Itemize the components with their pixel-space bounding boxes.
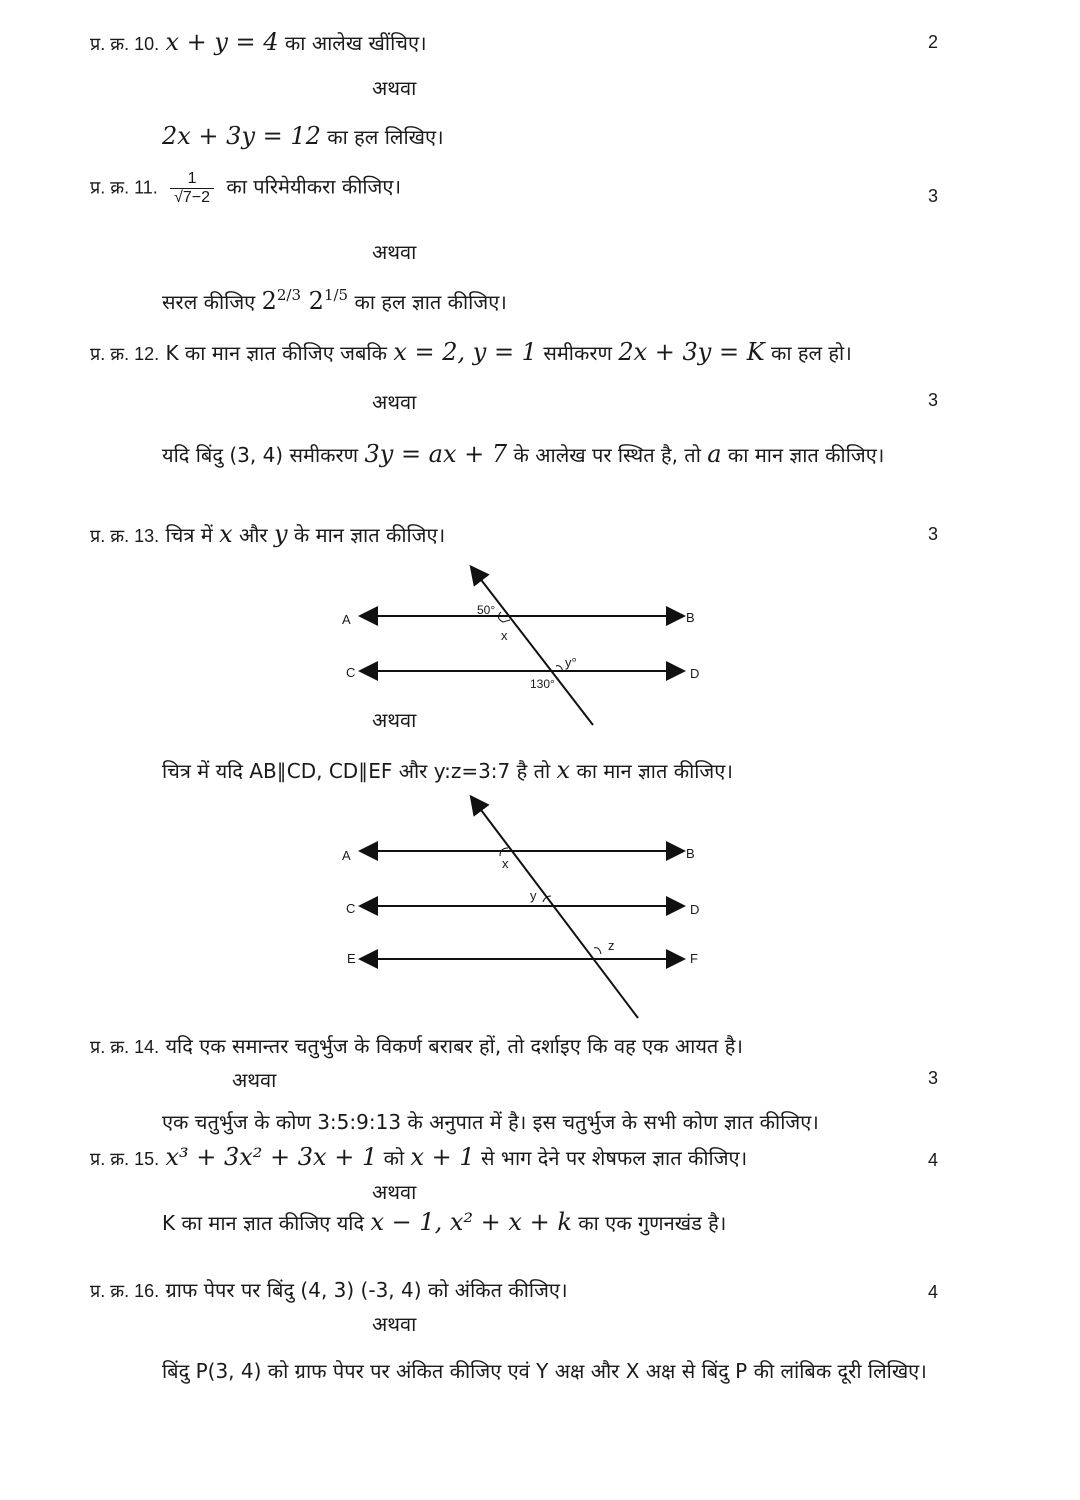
marks: 3: [928, 186, 939, 206]
equation: x = 2, y = 1: [393, 338, 537, 366]
variable: x: [219, 520, 233, 548]
marks: 2: [928, 32, 939, 52]
angle-y: y: [530, 888, 537, 903]
label-b: B: [686, 846, 695, 861]
figure-parallel-lines-2: [320, 790, 720, 1020]
or-label: अथवा: [372, 390, 417, 414]
question-text: के मान ज्ञात कीजिए।: [293, 523, 446, 547]
fraction: [170, 170, 214, 206]
label-c: C: [346, 665, 356, 680]
mid-text: और: [238, 523, 268, 547]
equation: 3y = ax + 7: [364, 440, 508, 468]
question-13-alt: [162, 756, 733, 785]
question-text: यदि एक समान्तर चतुर्भुज के विकर्ण बराबर हों, तो दर्शाइए कि वह एक आयत है।: [165, 1034, 743, 1058]
question-number: प्र. क्र. 12.: [90, 344, 160, 364]
question-11-alt: [162, 286, 507, 316]
marks: 3: [928, 390, 939, 410]
variable: x: [556, 756, 571, 784]
equation: 2x + 3y = K: [618, 338, 765, 366]
question-text: का परिमेयीकरा कीजिए।: [226, 174, 402, 199]
marks: 4: [928, 1150, 939, 1170]
question-number: प्र. क्र. 10.: [90, 34, 160, 54]
angle-x: x: [501, 628, 508, 643]
question-14: [90, 1034, 743, 1059]
question-10: [90, 28, 427, 57]
or-label: अथवा: [372, 76, 417, 100]
label-d: D: [690, 666, 700, 681]
prefix-text: यदि बिंदु (3, 4) समीकरण: [162, 443, 359, 467]
angle-y: y°: [565, 655, 577, 670]
variable: y: [273, 520, 288, 548]
polynomial: x³ + 3x² + 3x + 1: [165, 1143, 378, 1171]
or-label: अथवा: [372, 1180, 417, 1204]
question-text: का आलेख खींचिए।: [284, 31, 427, 55]
angle-z: z: [608, 938, 615, 953]
question-14-alt: [162, 1110, 819, 1134]
mid-text: को: [383, 1146, 405, 1170]
label-c: C: [346, 901, 356, 916]
question-text: से भाग देने पर शेषफल ज्ञात कीजिए।: [481, 1146, 748, 1170]
question-text: का मान ज्ञात कीजिए।: [727, 443, 885, 467]
label-e: E: [347, 951, 356, 966]
marks: 3: [928, 524, 939, 544]
or-label: अथवा: [372, 1312, 417, 1336]
question-number: प्र. क्र. 14.: [90, 1037, 160, 1057]
question-text: का मान ज्ञात कीजिए।: [576, 759, 733, 783]
prefix-text: सरल कीजिए: [162, 290, 256, 314]
question-text: का हल हो।: [771, 341, 852, 365]
question-number: प्र. क्र. 16.: [90, 1281, 160, 1301]
exponent: 2/3: [276, 286, 302, 304]
base: 2: [261, 287, 277, 315]
question-10-alt: [162, 122, 444, 151]
marks: 3: [928, 1068, 939, 1088]
label-a: A: [342, 848, 351, 863]
question-text: ग्राफ पेपर पर बिंदु (4, 3) (-3, 4) को अंकित कीजिए।: [165, 1278, 568, 1302]
angle-130: 130°: [530, 677, 555, 691]
question-text: का हल लिखिए।: [327, 125, 444, 149]
question-text: एक चतुर्भुज के कोण 3:5:9:13 के अनुपात में है। इस चतुर्भुज के सभी कोण ज्ञात कीजिए।: [162, 1110, 819, 1134]
figure-parallel-lines-1: [320, 560, 720, 730]
marks: 4: [928, 1282, 939, 1302]
label-a: A: [342, 612, 351, 627]
equation: 2x + 3y = 12: [162, 122, 321, 150]
question-15-alt: [162, 1208, 726, 1237]
label-d: D: [690, 902, 700, 917]
mid-text: समीकरण: [543, 341, 612, 365]
fraction-numerator: 1: [170, 170, 214, 189]
angle-x: x: [502, 856, 509, 871]
fraction-denominator: √7−2: [174, 188, 211, 206]
question-16: [90, 1278, 568, 1303]
question-11: [90, 170, 401, 206]
prefix-text: K का मान ज्ञात कीजिए यदि: [162, 1211, 365, 1235]
question-12: [90, 338, 852, 367]
question-12-alt: [90, 436, 1000, 472]
question-number: प्र. क्र. 13.: [90, 526, 160, 546]
question-13: [90, 520, 445, 549]
prefix-text: K का मान ज्ञात कीजिए जबकि: [165, 341, 387, 365]
prefix-text: चित्र में यदि AB∥CD, CD∥EF और y:z=3:7 है तो: [162, 759, 551, 783]
prefix-text: चित्र में: [165, 523, 213, 547]
question-text: का हल ज्ञात कीजिए।: [354, 290, 507, 314]
question-16-alt: बिंदु P(3, 4) को ग्राफ पेपर पर अंकित कीजिए एवं Y अक्ष और X अक्ष से बिंदु P की लांबिक दूरी लिखिए।: [162, 1359, 927, 1383]
question-text: का एक गुणनखंड है।: [578, 1211, 727, 1235]
label-b: B: [686, 610, 695, 625]
variable: a: [707, 440, 722, 468]
base: 2: [308, 287, 324, 315]
or-label: अथवा: [372, 708, 417, 732]
question-number: प्र. क्र. 15.: [90, 1149, 160, 1169]
label-f: F: [690, 951, 698, 966]
angle-50: 50°: [477, 603, 496, 617]
question-number: प्र. क्र. 11.: [90, 177, 158, 198]
question-15: [90, 1143, 747, 1172]
mid-text: के आलेख पर स्थित है, तो: [513, 443, 701, 467]
divisor: x + 1: [410, 1143, 475, 1171]
exponent: 1/5: [323, 286, 349, 304]
equation: x − 1, x² + x + k: [370, 1208, 572, 1236]
or-label: अथवा: [232, 1068, 277, 1092]
equation: x + y = 4: [165, 28, 279, 56]
or-label: अथवा: [372, 240, 417, 264]
